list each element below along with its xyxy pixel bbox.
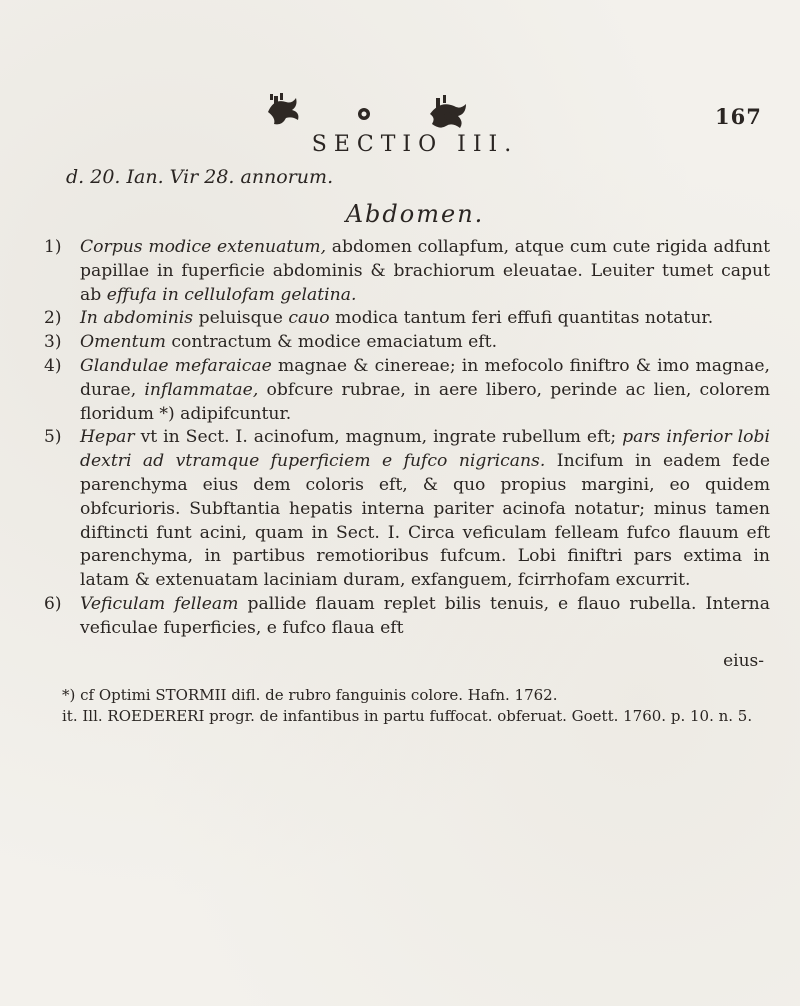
list-item [44, 307, 770, 331]
item-number: 4) [44, 355, 62, 376]
body-text [44, 236, 770, 727]
item-lead: Corpus modice extenuatum, [80, 237, 327, 257]
item-text: vt in Sect. I. acinofum, magnum, ingrate rubellum eft; [134, 427, 623, 448]
item-emphasis: effufa in cellulofam gelatina. [106, 284, 357, 305]
item-number: 5) [44, 427, 62, 448]
footnote-line: it. Ill. ROEDERERI progr. de infantibus in partu fuffocat. obferuat. Goett. 1760. p. 10. n. 5. [62, 706, 753, 725]
item-text: pallide flauam replet bilis tenuis, e flauo rubella. Interna veficulae fuperficies, e fufco flaua eft [80, 593, 770, 638]
item-tail: Incifum in eadem fede parenchyma eius dem coloris eft, & quo propius margini, eo quidem obfcurioris. Subftantia hepatis interna pariter acinofa notatur; minus tamen diftincti funt acini, quam in Sect. I. Circa veficulam felleam fufco flauum eft parenchyma, in partibus remotioribus fufcum. Lobi finiftri pars extima in latam & extenuatam laciniam duram, exfanguem, fcirrhofam excurrit. [80, 451, 770, 591]
item-lead: Veficulam felleam [80, 593, 239, 614]
page-number: 167 [715, 104, 762, 129]
item-number: 3) [44, 332, 62, 353]
date-line: d. 20. Ian. Vir 28. annorum. [66, 166, 334, 188]
item-lead: Omentum [80, 332, 166, 353]
list-item [44, 593, 770, 641]
list-item [44, 426, 770, 593]
item-text: abdomen collapfum, atque cum cute rigida adfunt papillae in fuperficie abdominis & brachiorum eleuatae. Leuiter tumet caput ab [80, 237, 770, 305]
printer-ornament-icon [260, 92, 480, 132]
footnote [44, 685, 770, 727]
item-text: contractum & modice emaciatum eft. [165, 332, 498, 353]
item-emphasis: pars inferior lobi dextri ad vtramque fuperficiem e fufco nigricans. [80, 427, 770, 472]
item-tail: modica tantum feri effufi quantitas notatur. [329, 308, 714, 329]
item-emphasis: cauo [288, 308, 330, 329]
item-lead: Glandulae mefaraicae [80, 355, 272, 376]
item-number: 1) [44, 237, 62, 257]
item-lead: Hepar [80, 427, 135, 448]
list-item [44, 355, 770, 426]
abdomen-heading: Abdomen. [345, 200, 485, 228]
item-text: magnae & cinereae; in mefocolo finiftro & imo magnae, durae, [80, 355, 770, 400]
section-title: SECTIO III. [311, 132, 519, 157]
footnote-line: *) cf Optimi STORMII difl. de rubro fanguinis colore. Hafn. 1762. [62, 685, 558, 704]
item-tail: obfcure rubrae, in aere libero, perinde ac lien, colorem floridum *) adipifcuntur. [80, 379, 771, 424]
item-emphasis: inflammatae, [144, 379, 259, 400]
item-lead: In abdominis [80, 308, 194, 329]
list-item [44, 331, 770, 355]
footnote-divider [44, 671, 770, 685]
catchword: eius- [723, 650, 764, 671]
item-number: 6) [44, 593, 62, 614]
item-text: peluisque [193, 308, 289, 329]
list-item [44, 236, 770, 307]
item-number: 2) [44, 308, 62, 329]
